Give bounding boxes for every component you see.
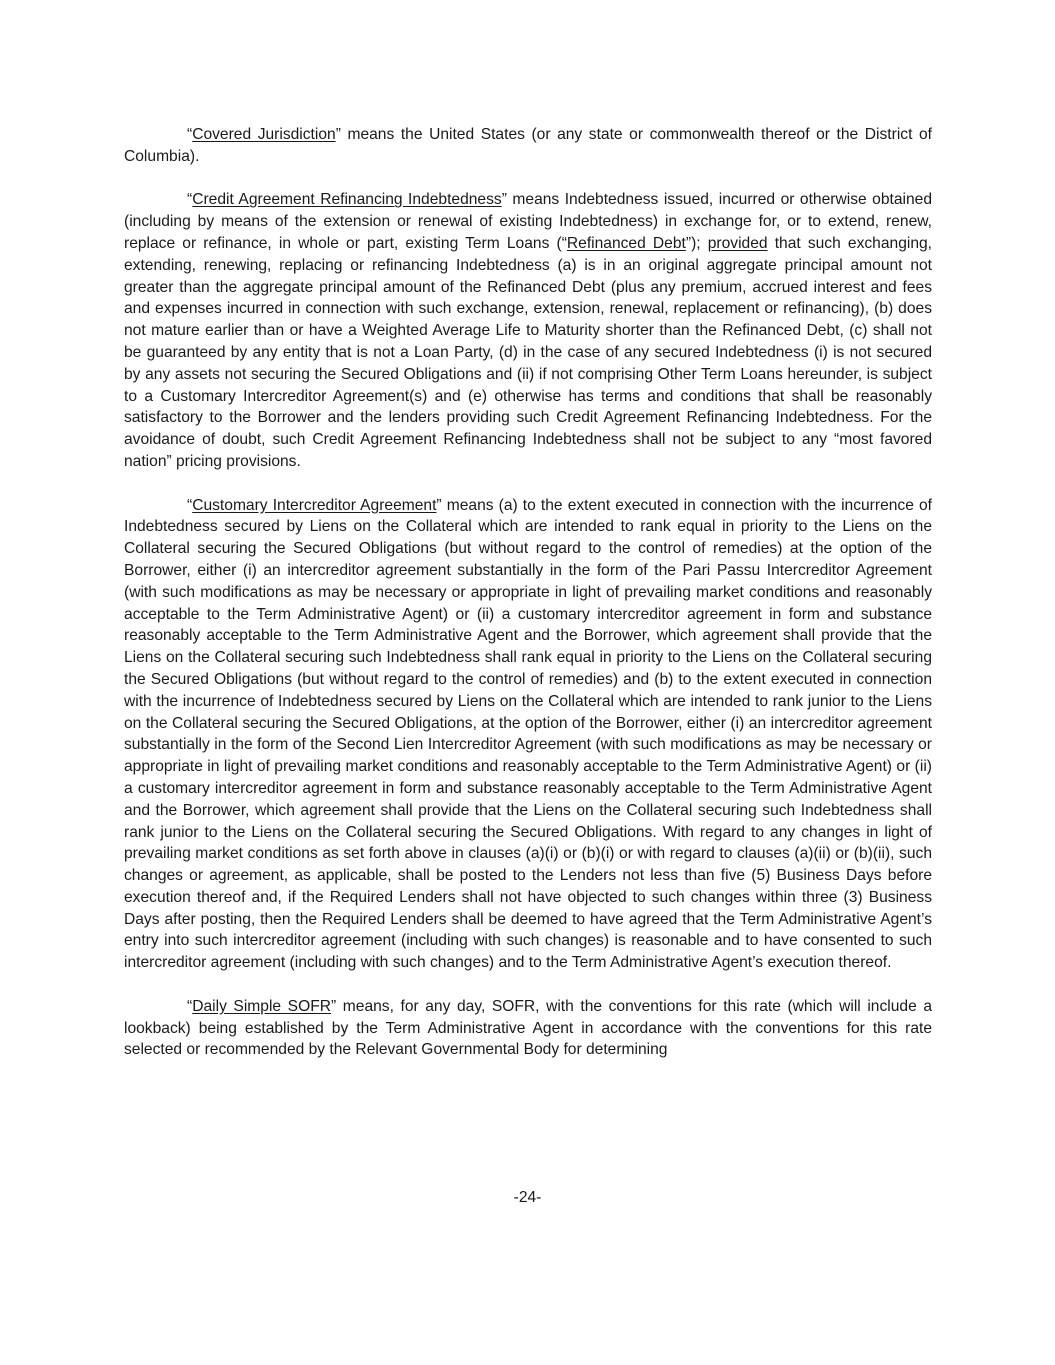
- close-quote: ”: [331, 997, 337, 1015]
- defined-term: Covered Jurisdiction: [192, 126, 336, 143]
- open-quote: “: [187, 126, 193, 143]
- close-quote: ”: [335, 126, 341, 143]
- definition-text: means, for any day, SOFR, with the conventions for this rate (which will include a lookback) being established by the Term Administrative Agent in accordance with the conventions for this rate selected or recommended by the Relevant Governmental Body for determining: [124, 997, 932, 1059]
- definition-covered-jurisdiction: [124, 124, 932, 168]
- close-quote: ”: [501, 191, 507, 209]
- definition-text: );: [691, 234, 708, 252]
- page-number: -24-: [513, 1189, 542, 1206]
- document-body: [124, 124, 932, 1061]
- defined-term: Credit Agreement Refinancing Indebtedness: [192, 191, 502, 209]
- definition-text: means the United States (or any state or commonwealth thereof or the District of Columbia).: [124, 126, 932, 165]
- definition-credit-agreement-refinancing-indebtedness: [124, 189, 932, 472]
- open-quote: “: [187, 191, 193, 209]
- open-quote: “: [187, 997, 193, 1015]
- defined-term: Daily Simple SOFR: [192, 997, 331, 1015]
- definition-text: that such exchanging, extending, renewing, replacing or refinancing Indebtedness (a) is in an original aggregate principal amount not greater than the aggregate principal amount of the Refinanced Debt (plus any premium, accrued interest and fees and expenses incurred in connection with such exchange, extension, renewal, replacement or refinancing), (b) does not mature earlier than or have a Weighted Average Life to Maturity shorter than the Refinanced Debt, (c) shall not be guaranteed by any entity that is not a Loan Party, (d) in the case of any secured Indebtedness (i) is not secured by any assets not securing the Secured Obligations and (ii) if not comprising Other Term Loans hereunder, is subject to a Customary Intercreditor Agreement(s) and (e) otherwise has terms and conditions that shall be reasonably satisfactory to the Borrower and the lenders providing such Credit Agreement Refinancing Indebtedness. For the avoidance of doubt, such Credit Agreement Refinancing Indebtedness shall not be subject to any “most favored nation” pricing provisions.: [124, 234, 933, 470]
- proviso-term: provided: [707, 234, 768, 252]
- close-quote: ”: [436, 496, 442, 514]
- definition-daily-simple-sofr: [124, 996, 932, 1061]
- definition-customary-intercreditor-agreement: [124, 495, 932, 975]
- open-quote: “: [187, 496, 193, 514]
- inline-defined-term: Refinanced Debt: [566, 234, 686, 252]
- defined-term: Customary Intercreditor Agreement: [192, 496, 437, 514]
- definition-text: means Indebtedness issued, incurred or otherwise obtained (including by means of the extension or renewal of existing Indebtedness) in exchange for, or to extend, renew, replace or refinance, in whole or part, existing Term Loans (: [124, 191, 932, 252]
- inline-close-quote: ”: [685, 234, 692, 252]
- inline-open-quote: “: [561, 234, 567, 252]
- definition-text: means (a) to the extent executed in connection with the incurrence of Indebtedness secured by Liens on the Collateral which are intended to rank equal in priority to the Liens on the Collateral securing the Secured Obligations (but without regard to the control of remedies) at the option of the Borrower, either (i) an intercreditor agreement substantially in the form of the Pari Passu Intercreditor Agreement (with such modifications as may be necessary or appropriate in light of prevailing market conditions and reasonably acceptable to the Term Administrative Agent) or (ii) a customary intercreditor agreement in form and substance reasonably acceptable to the Term Administrative Agent and the Borrower, which agreement shall provide that the Liens on the Collateral securing such Indebtedness shall rank equal in priority to the Liens on the Collateral securing the Secured Obligations (but without regard to the control of remedies) and (b) to the extent executed in connection with the incurrence of Indebtedness secured by Liens on the Collateral which are intended to rank junior to the Liens on the Collateral securing the Secured Obligations, at the option of the Borrower, either (i) an intercreditor agreement substantially in the form of the Second Lien Intercreditor Agreement (with such modifications as may be necessary or appropriate in light of prevailing market conditions and reasonably acceptable to the Term Administrative Agent) or (ii) a customary intercreditor agreement in form and substance reasonably acceptable to the Term Administrative Agent and the Borrower, which agreement shall provide that the Liens on the Collateral securing such Indebtedness shall rank junior to the Liens on the Collateral securing the Secured Obligations. With regard to any changes in light of prevailing market conditions as set forth above in clauses (a)(i) or (b)(i) or with regard to clauses (a)(ii) or (b)(ii), such changes or agreement, as applicable, shall be posted to the Lenders not less than five (5) Business Days before execution thereof and, if the Required Lenders shall not have objected to such changes within three (3) Business Days after posting, then the Required Lenders shall be deemed to have agreed that the Term Administrative Agent’s entry into such intercreditor agreement (including with such changes) is reasonable and to have consented to such intercreditor agreement (including with such changes) and to the Term Administrative Agent’s execution thereof.: [124, 496, 932, 972]
